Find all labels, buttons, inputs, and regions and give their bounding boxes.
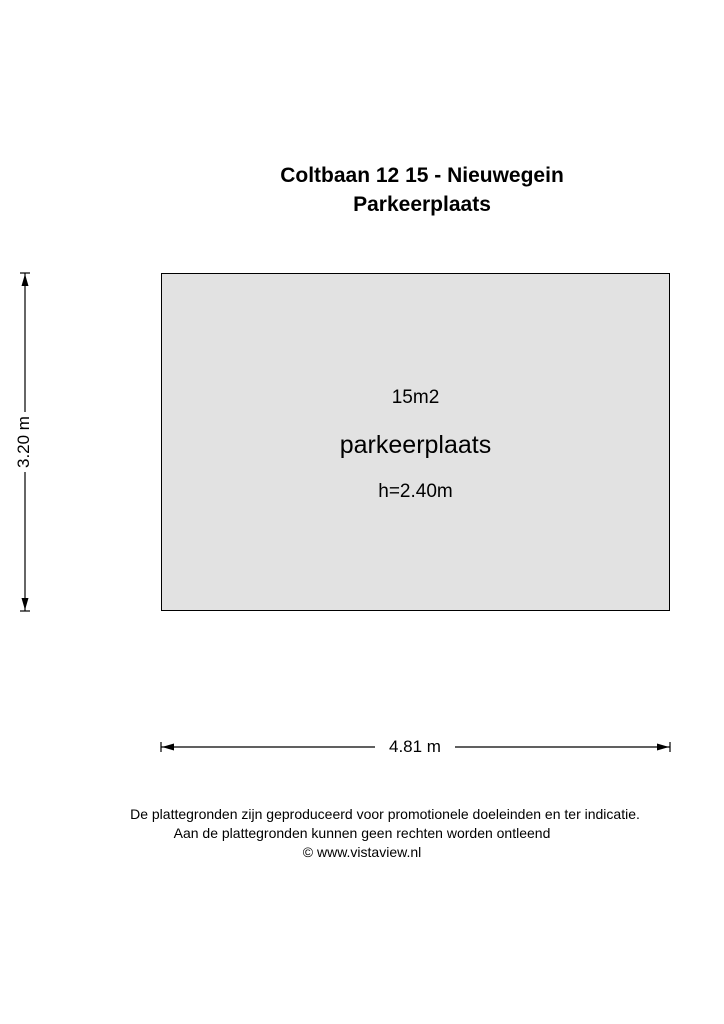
disclaimer-line-1: De plattegronden zijn geproduceerd voor promotionele doeleinden en ter indicatie. [130, 806, 640, 822]
room-area-label: 15m2 [391, 387, 440, 408]
width-dimension-label: 4.81 m [375, 737, 455, 757]
depth-arrow-bottom-icon [22, 598, 29, 610]
width-arrow-left-icon [162, 744, 174, 751]
depth-arrow-top-icon [22, 274, 29, 286]
disclaimer-line-2: Aan de plattegronden kunnen geen rechten worden ontleend [173, 825, 551, 841]
width-arrow-right-icon [657, 744, 669, 751]
room-height-label: h=2.40m [378, 481, 453, 502]
room-name-label: parkeerplaats [339, 431, 492, 459]
depth-dimension-label: 3.20 m [14, 412, 34, 472]
floorplan-floor-title: Parkeerplaats [353, 193, 491, 216]
floorplan-address-title: Coltbaan 12 15 - Nieuwegein [280, 164, 564, 187]
copyright-line: © www.vistaview.nl [302, 844, 422, 860]
